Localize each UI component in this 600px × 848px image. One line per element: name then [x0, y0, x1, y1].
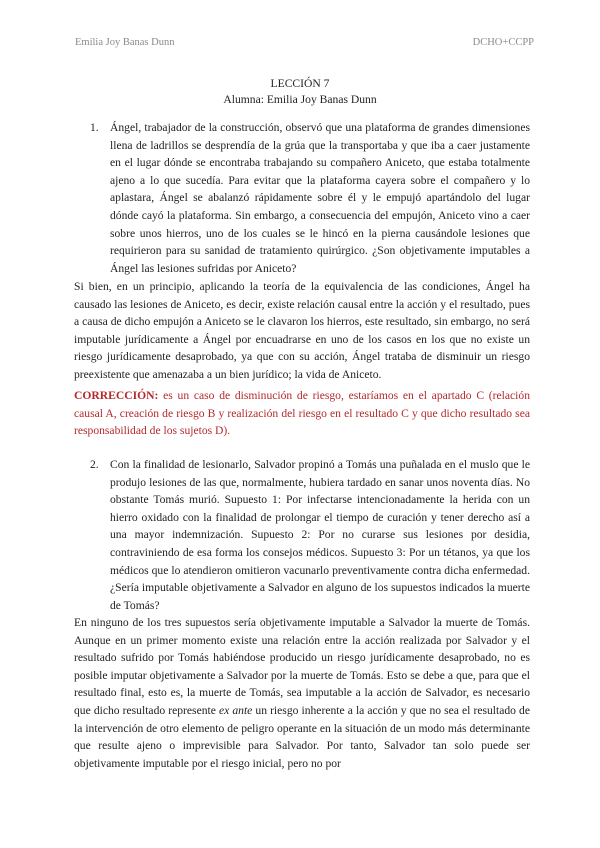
question-text: Con la finalidad de lesionarlo, Salvador propinó a Tomás una puñalada en el muslo que le produjo lesiones de las que, normalmente, hubiera tardado en sanar unos noventa días. No obstante Tomás murió. Supuesto 1: Por infectarse intencionadamente la herida con un hierro oxidado con la finalidad de prolongar el tiempo de curación y tener derecho así a una mayor indemnización. Supuesto 2: Por no curarse sus lesiones por desidia, contraviniendo de esa forma los consejos médicos. Supuesto 3: Por un tétanos, ya que los médicos que lo atendieron omitieron vacunarlo preventivamente contra dicha enfermedad. ¿Sería imputable objetivamente a Salvador en alguno de los supuestos indicados la muerte de Tomás? — [110, 458, 530, 612]
answer-2 — [74, 614, 530, 772]
question-text: Ángel, trabajador de la construcción, observó que una plataforma de grandes dimensiones llena de ladrillos se desprendía de la grúa que la transportaba y que iba a caer justamente en el lugar dónde se encontraba trabajando su compañero Aniceto, que estaba totalmente ajeno a lo que sucedía. Para evitar que la plataforma cayera sobre el compañero y lo aplastara, Ángel se abalanzó rápidamente sobre él y le empujó apartándolo del lugar dónde cayó la plataforma. Sin embargo, a consecuencia del empujón, Aniceto vino a caer sobre unos hierros, uno de los cuales se le hincó en la pierna causándole lesiones que requirieron para su sanidad de tratamiento quirúrgico. ¿Son objetivamente imputables a Ángel las lesiones sufridas por Aniceto? — [110, 121, 530, 275]
header-author: Emilia Joy Banas Dunn — [75, 37, 175, 48]
correction-text: es un caso de disminución de riesgo, estaríamos en el apartado C (relación causal A, creación de riesgo B y realización del riesgo en el resultado C y que dicho resultado sea responsabilidad de los sujetos D). — [74, 389, 530, 438]
question-2 — [90, 456, 530, 614]
student-name: Alumna: Emilia Joy Banas Dunn — [223, 93, 377, 106]
answer-2-text-before: En ninguno de los tres supuestos sería objetivamente imputable a Salvador la muerte de Tomás. Aunque en un primer momento existe una relación entre la acción realizada por Salvador y el resultado sufrido por Tomás habiéndose producido un riesgo jurídicamente desaprobado, no es posible imputar objetivamente a Salvador por la muerte de Tomás. Esto se debe a que, para que el resultado final, esto es, la muerte de Tomás, sea imputable a la acción de Salvador, es necesario que dicho resultado represente — [74, 616, 530, 717]
correction-label: CORRECCIÓN: — [74, 389, 159, 402]
answer-1: Si bien, en un principio, aplicando la teoría de la equivalencia de las condiciones, Ángel ha causado las lesiones de Aniceto, es decir, existe relación causal entre la acción y el resultado, pues a causa de dicho empujón a Aniceto se le clavaron los hierros, este resultado, sin embargo, no será imputable jurídicamente a Ángel por encuadrarse en uno de los casos en los que no existe un riesgo jurídicamente desaprobado, ya que con su acción, Ángel trataba de disminuir un riesgo preexistente que amenazaba a un bien jurídico; la vida de Aniceto. — [74, 280, 530, 381]
lesson-title: LECCIÓN 7 — [270, 77, 330, 90]
question-number: 1. — [90, 121, 99, 134]
answer-2-italic: ex ante — [218, 703, 253, 717]
question-1 — [90, 119, 530, 277]
header-course: DCHO+CCPP — [472, 37, 534, 48]
question-number: 2. — [90, 458, 99, 471]
answer-2-text-after: un riesgo inherente a la acción y que no sea el resultado de la intervención de otro elemento de peligro operante en la situación de un modo más determinante que resulte ajeno o imprevisible para Salvador. Por tanto, Salvador tan solo puede ser objetivamente imputable por el riesgo inicial, pero no por — [74, 703, 530, 770]
correction-note — [74, 387, 530, 440]
title-block — [0, 76, 600, 108]
